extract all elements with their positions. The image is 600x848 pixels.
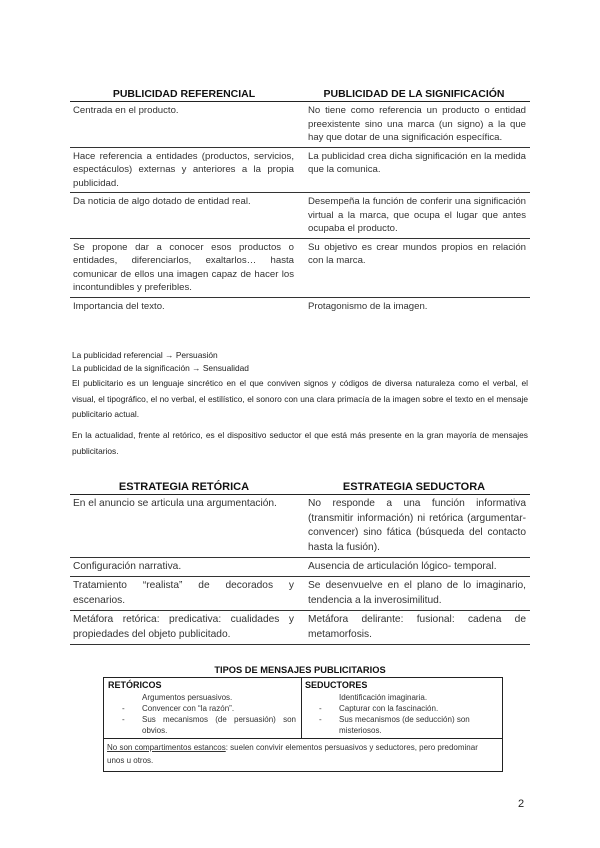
page-number: 2 <box>518 798 525 810</box>
table-cell: Metáfora retórica: predicativa: cualidades y propiedades del objeto publicitado. <box>70 611 298 645</box>
estrategias-table <box>70 481 530 645</box>
column-header-seductora: ESTRATEGIA SEDUCTORA <box>298 481 530 495</box>
table-cell: Protagonismo de la imagen. <box>308 300 428 312</box>
table-cell: Su objetivo es crear mundos propios en relación con la marca. <box>298 238 530 297</box>
list-item: - Convencer con “la razón”. <box>110 703 296 714</box>
table-cell: Importancia del texto. <box>73 300 165 312</box>
paragraph-dispositivo-seductor: En la actualidad, frente al retórico, es el dispositivo seductor el que está más presente en la gran mayoría de mensajes publicitarios. <box>72 430 528 456</box>
column-header-referencial: PUBLICIDAD REFERENCIAL <box>70 88 298 102</box>
column-header-significacion: PUBLICIDAD DE LA SIGNIFICACIÓN <box>298 88 530 102</box>
tipos-title: TIPOS DE MENSAJES PUBLICITARIOS <box>214 665 386 675</box>
tipos-note <box>107 741 497 767</box>
publicity-summary <box>72 349 528 374</box>
paragraph-lenguaje-sincretico: El publicitario es un lenguaje sincrético en el que conviven signos y códigos de diversa naturaleza como el verbal, el visual, el tipográfico, el no verbal, el estilístico, el sonoro con una clara primacía de la imagen sobre el texto en el mensaje publicitario actual. <box>72 378 528 419</box>
row-divider <box>104 738 502 739</box>
table-row <box>70 147 530 193</box>
note-underlined: No son compartimentos estancos <box>107 743 226 752</box>
table-cell: Da noticia de algo dotado de entidad real. <box>70 193 298 239</box>
table-cell: Desempeña la función de conferir una significación virtual a la marca, que ocupa el lugar que antes ocupaba el producto. <box>298 193 530 239</box>
summary-line: La publicidad referencial → Persuasión <box>72 350 218 360</box>
seductores-heading: SEDUCTORES <box>305 680 368 690</box>
column-divider <box>301 678 302 738</box>
table-cell: Metáfora delirante: fusional: cadena de metamorfosis. <box>298 611 530 645</box>
retoricos-list <box>110 692 296 736</box>
table-cell: No tiene como referencia un producto o entidad preexistente sino una marca (un signo) a la que hay que dotar de una significación específica. <box>298 102 530 148</box>
table-row <box>70 238 530 297</box>
summary-line: La publicidad de la significación → Sensualidad <box>72 362 249 373</box>
table-row <box>70 495 530 558</box>
note-rest: : suelen convivir elementos persuasivos y seductores, pero predominar unos u otros. <box>107 743 478 765</box>
list-item: - Sus mecanismos (de seducción) son misteriosos. <box>307 714 497 736</box>
table-cell: Ausencia de articulación lógico- temporal. <box>298 558 530 577</box>
list-item: Identificación imaginaria. <box>339 693 428 702</box>
table-row <box>70 193 530 239</box>
table-cell: La publicidad crea dicha significación en la medida que la comunica. <box>298 147 530 193</box>
column-header-retorica: ESTRATEGIA RETÓRICA <box>70 481 298 495</box>
tipos-box <box>103 677 503 772</box>
table-cell: Centrada en el producto. <box>70 102 298 148</box>
list-item: - Capturar con la fascinación. <box>307 703 497 714</box>
referencial-vs-significacion-table <box>70 88 530 315</box>
table-cell: En el anuncio se articula una argumentación. <box>70 495 298 558</box>
table-row <box>70 577 530 611</box>
table-cell: Se propone dar a conocer esos productos o entidades, diferenciarlos, exaltarlos… hasta comunicar de ellos una imagen capaz de hacer los incontundibles y preferibles. <box>70 238 298 297</box>
table-row <box>70 611 530 645</box>
seductores-list <box>307 692 497 736</box>
table-row <box>70 558 530 577</box>
table-cell: Hace referencia a entidades (productos, servicios, espectáculos) externas y anteriores a la propia publicidad. <box>70 147 298 193</box>
table-row <box>70 297 530 315</box>
list-item: Argumentos persuasivos. <box>142 693 233 702</box>
table-cell: No responde a una función informativa (transmitir información) ni retórica (argumentar-convencer) sino fática (búsqueda del contacto hasta la fusión). <box>298 495 530 558</box>
table-cell: Configuración narrativa. <box>70 558 298 577</box>
table-cell: Tratamiento “realista” de decorados y escenarios. <box>70 577 298 611</box>
table-row <box>70 102 530 148</box>
table-cell: Se desenvuelve en el plano de lo imaginario, tendencia a la inverosimilitud. <box>298 577 530 611</box>
list-item: - Sus mecanismos (de persuasión) son obvios. <box>110 714 296 736</box>
retoricos-heading: RETÓRICOS <box>108 680 162 690</box>
